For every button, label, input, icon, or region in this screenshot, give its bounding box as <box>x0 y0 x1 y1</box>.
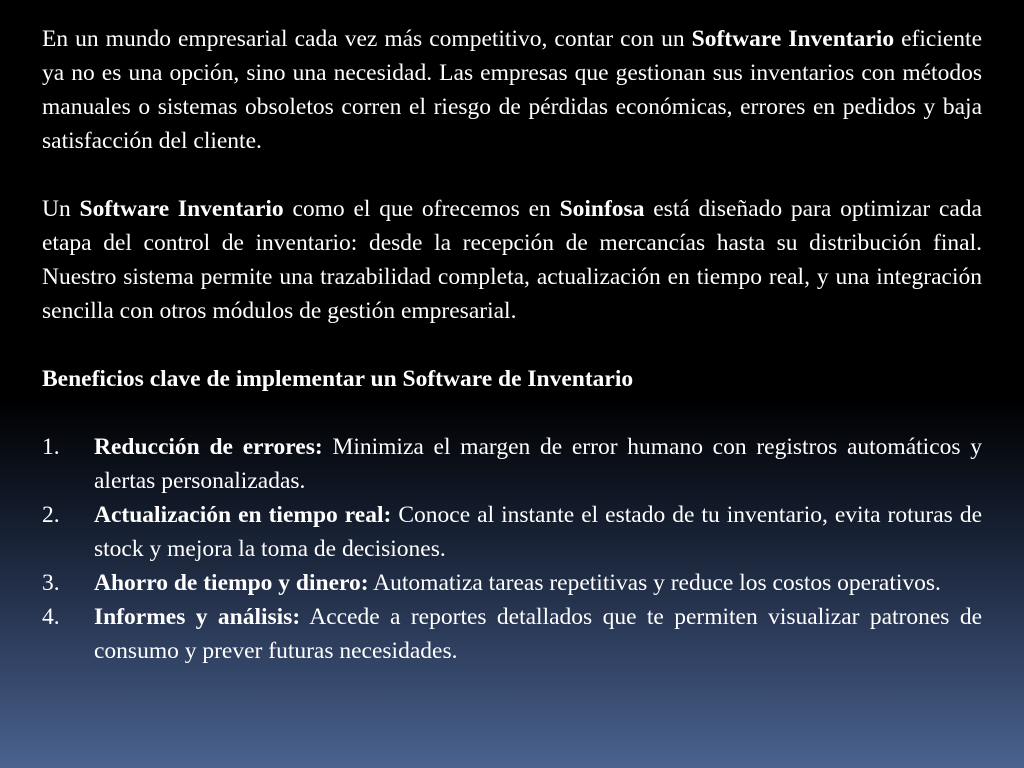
benefit-item-informes <box>42 600 982 668</box>
company-bold-soinfosa: Soinfosa <box>559 196 645 222</box>
benefit-title: Actualización en tiempo real: <box>94 502 392 528</box>
benefit-text: Minimiza el margen de error humano con registros automáticos y alertas personalizadas. <box>94 434 982 494</box>
company-text-1: Un <box>42 196 80 222</box>
benefit-text: Automatiza tareas repetitivas y reduce los costos operativos. <box>368 570 941 596</box>
intro-text-end: eficiente ya no es una opción, sino una necesidad. Las empresas que gestionan sus inventarios con métodos manuales o sistemas obsoletos corren el riesgo de pérdidas económicas, errores en pedidos y baja satisfacción del cliente. <box>42 26 982 154</box>
spacer <box>42 158 982 192</box>
benefits-heading: Beneficios clave de implementar un Software de Inventario <box>42 366 634 392</box>
intro-text-start: En un mundo empresarial cada vez más competitivo, contar con un <box>42 26 692 52</box>
benefit-item-actualizacion <box>42 498 982 566</box>
spacer <box>42 328 982 362</box>
benefit-title: Informes y análisis: <box>94 604 301 630</box>
company-text-3: está diseñado para optimizar cada etapa del control de inventario: desde la recepción de mercancías hasta su distribución final. Nuestro sistema permite una trazabilidad completa, actualización en tiempo real, y una integración sencilla con otros módulos de gestión empresarial. <box>42 196 982 324</box>
intro-bold-software-inventario: Software Inventario <box>691 26 895 52</box>
benefit-number: 3. <box>42 570 60 596</box>
company-paragraph <box>42 192 982 328</box>
slide-content <box>42 22 982 668</box>
intro-paragraph <box>42 22 982 158</box>
spacer <box>42 396 982 430</box>
company-text-2: como el que ofrecemos en <box>283 196 560 222</box>
benefits-list <box>42 430 982 668</box>
benefit-title: Reducción de errores: <box>94 434 323 460</box>
benefit-item-reduccion-errores <box>42 430 982 498</box>
benefit-number: 4. <box>42 604 60 630</box>
benefit-number: 1. <box>42 434 60 460</box>
benefit-title: Ahorro de tiempo y dinero: <box>94 570 369 596</box>
benefit-text: Accede a reportes detallados que te permiten visualizar patrones de consumo y prever futuras necesidades. <box>94 604 982 664</box>
benefit-number: 2. <box>42 502 60 528</box>
company-bold-software-inventario: Software Inventario <box>79 196 284 222</box>
benefit-item-ahorro <box>42 566 982 600</box>
benefit-text: Conoce al instante el estado de tu inventario, evita roturas de stock y mejora la toma de decisiones. <box>94 502 982 562</box>
